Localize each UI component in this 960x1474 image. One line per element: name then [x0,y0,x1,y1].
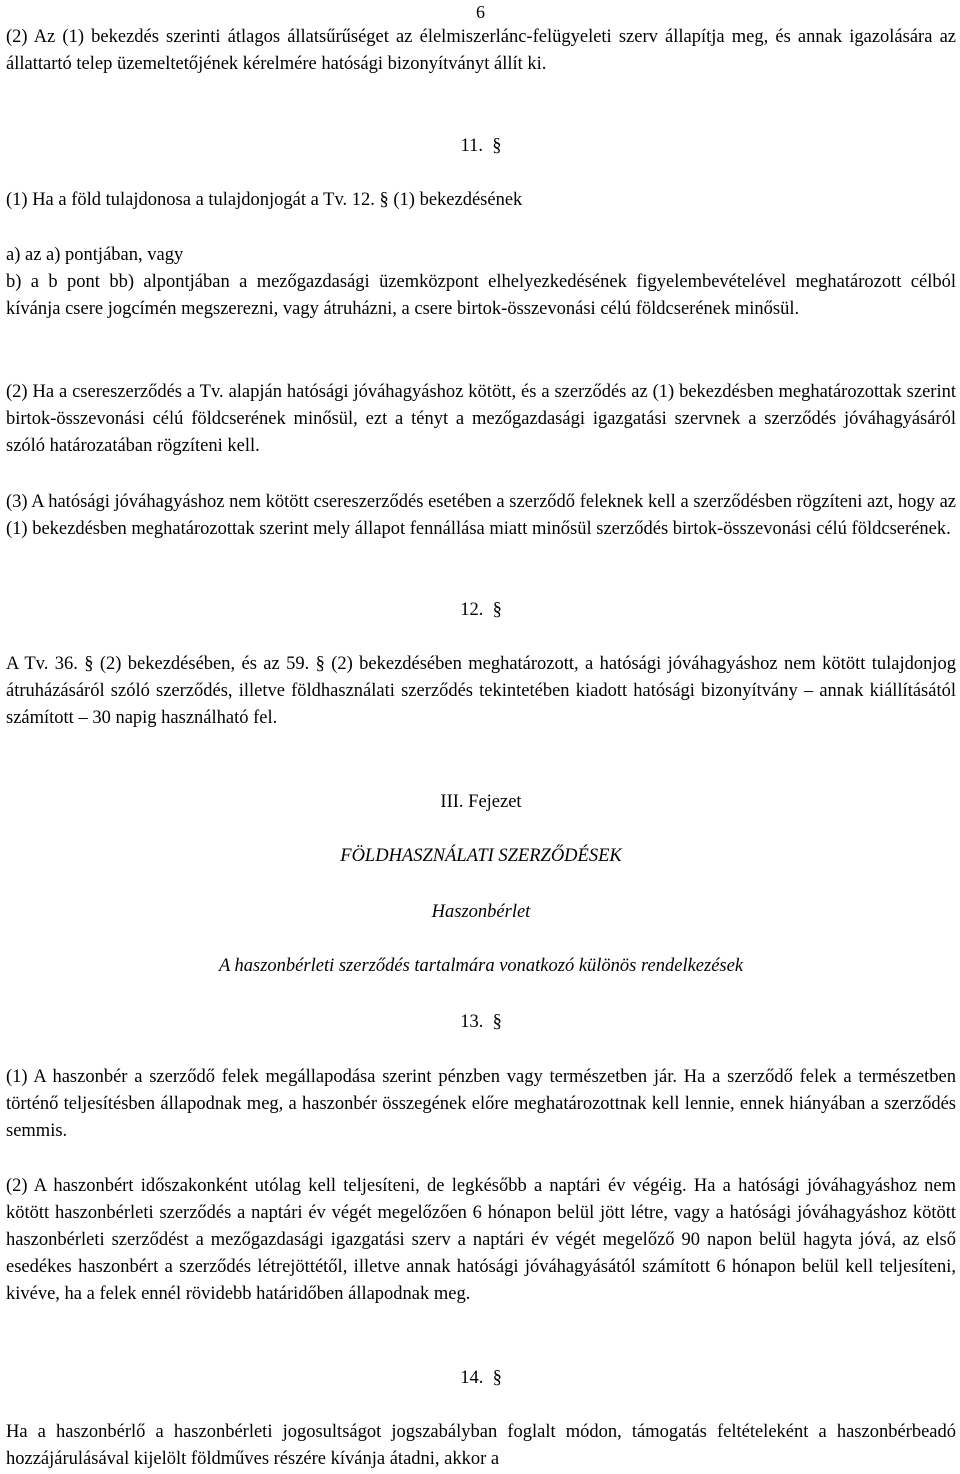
paragraph-article-12: A Tv. 36. § (2) bekezdésében, és az 59. § (2) bekezdésében meghatározott, a hatósági jóváhagyáshoz nem kötött tulajdonjog átruházásáról szóló szerződés, illetve földhasználati szerződés tekintetében kiadott hatósági bizonyítvány – annak kiállításától számított – 30 napig használható fel. [6,654,956,728]
paragraph-2-article-10: (2) Az (1) bekezdés szerinti átlagos állatsűrűséget az élelmiszerlánc-felügyeleti szerv állapítja meg, és annak igazolására az állattartó telep üzemeltetőjének kérelmére hatósági bizonyítványt állít ki. [6,27,956,74]
subsubtitle: A haszonbérleti szerződés tartalmára vonatkozó különös rendelkezések [218,956,744,976]
subtitle-haszonberlet: Haszonbérlet [431,902,531,922]
section-11-heading: 11. § [460,136,502,156]
section-13-heading: 13. § [460,1012,502,1032]
paragraph-article-14: Ha a haszonbérlő a haszonbérleti jogosultságot jogszabályban foglalt módon, támogatás feltételeként a haszonbérbeadó hozzájárulásával kijelölt földműves részére kívánja átadni, akkor a [6,1422,956,1469]
point-a: a) az a) pontjában, vagy [6,245,184,265]
chapter-title: FÖLDHASZNÁLATI SZERZŐDÉSEK [340,846,622,866]
point-b: b) a b pont bb) alpontjában a mezőgazdasági üzemközpont elhelyezkedésének figyelembevételével meghatározott célból kívánja csere jogcímén megszerezni, vagy átruházni, a csere birtok-összevonási célú földcserének minősül. [6,272,956,319]
paragraph-2-article-13: (2) A haszonbért időszakonként utólag kell teljesíteni, de legkésőbb a naptári év végéig. Ha a hatósági jóváhagyáshoz nem kötött haszonbérleti szerződés a naptári év végét megelőzően 6 hónapon belül jött létre, vagy a hatósági jóváhagyáshoz kötött haszonbérleti szerződést a mezőgazdasági igazgatási szerv a naptári év végét megelőző 90 napon belül hagyta jóvá, az első esedékes haszonbért a szerződés létrejöttétől, illetve annak hatósági jóváhagyásától számított 6 hónapon belül kell teljesíteni, kivéve, ha a felek ennél rövidebb határidőben állapodnak meg. [6,1176,956,1304]
paragraph-2-article-11: (2) Ha a csereszerződés a Tv. alapján hatósági jóváhagyáshoz kötött, és a szerződés az (1) bekezdésben meghatározottak szerint birtok-összevonási célú földcserének minősül, ezt a tényt a mezőgazdasági igazgatási szervnek a szerződés jóváhagyásáról szóló határozatában rögzíteni kell. [6,382,956,456]
page-number: 6 [476,2,485,22]
section-14-heading: 14. § [460,1368,502,1388]
paragraph-3-article-11: (3) A hatósági jóváhagyáshoz nem kötött csereszerződés esetében a szerződő feleknek kell a szerződésben rögzíteni azt, hogy az (1) bekezdésben meghatározottak szerint mely állapot fennállása miatt minősül szerződés birtok-összevonási célú földcserének. [6,492,956,539]
paragraph-1-article-13: (1) A haszonbér a szerződő felek megállapodása szerint pénzben vagy természetben jár. Ha a szerződő felek a természetben történő teljesítésben állapodnak meg, a haszonbér összegének előre meghatározottnak kell lennie, ennek hiányában a szerződés semmis. [6,1067,956,1141]
paragraph-1-article-11: (1) Ha a föld tulajdonosa a tulajdonjogát a Tv. 12. § (1) bekezdésének [6,190,523,210]
section-12-heading: 12. § [460,600,502,620]
chapter-heading: III. Fejezet [440,792,522,812]
